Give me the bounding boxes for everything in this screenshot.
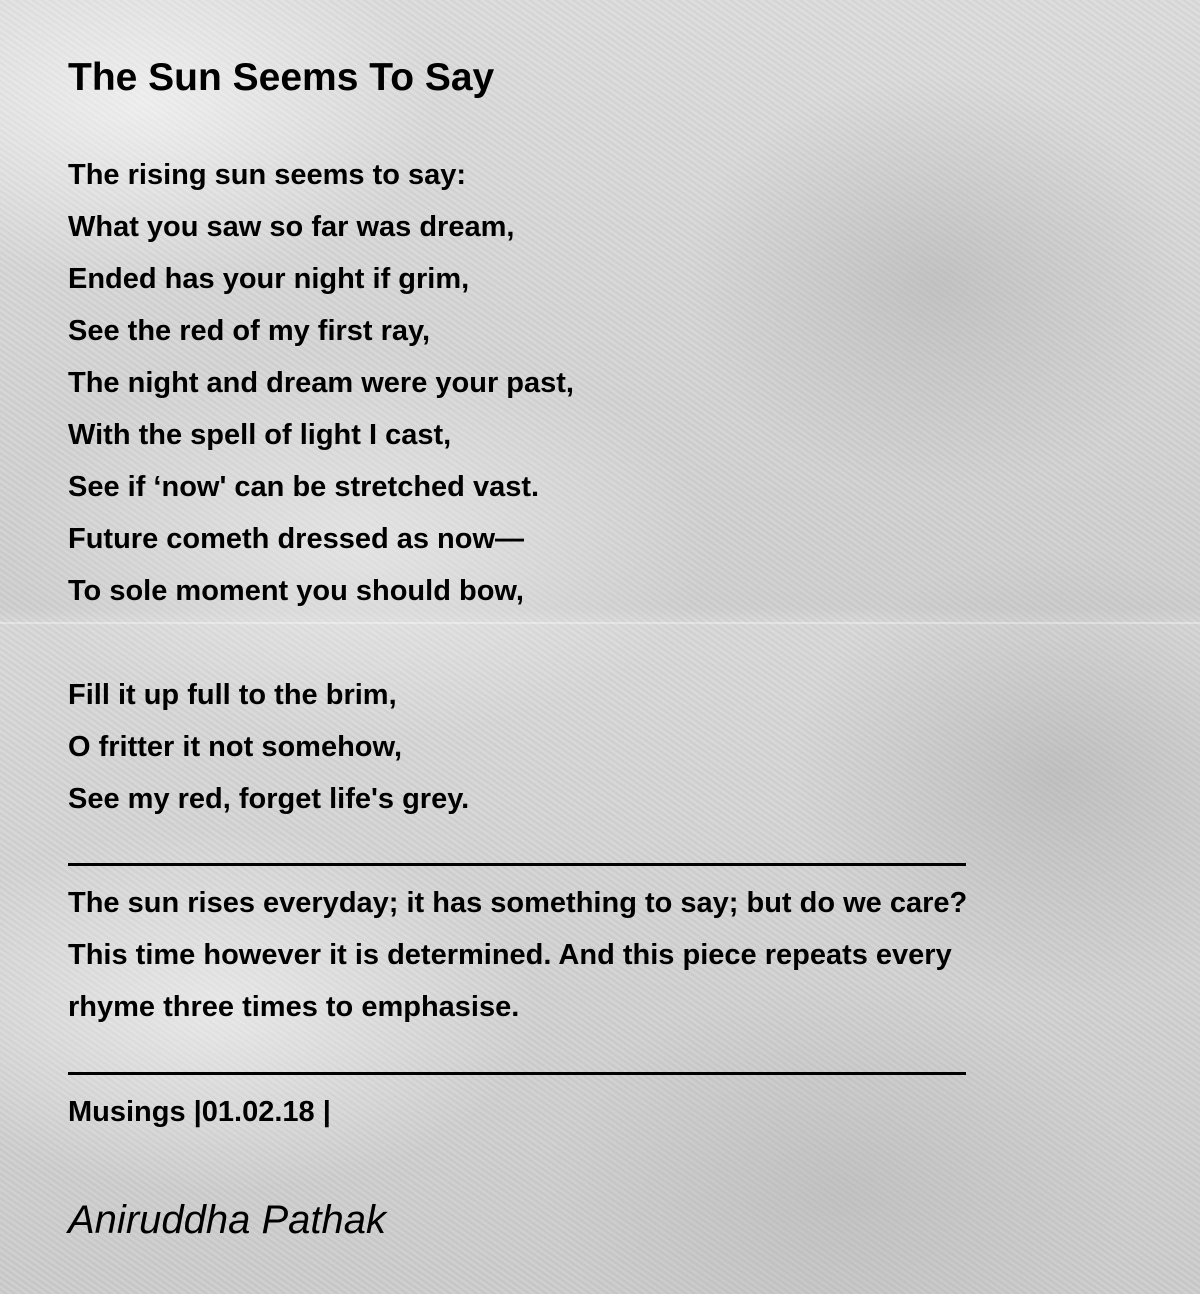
note-line: rhyme three times to emphasise.	[68, 991, 520, 1023]
poem-line: Future cometh dressed as now—	[68, 523, 525, 555]
poem-line: See if ‘now' can be stretched vast.	[68, 471, 540, 503]
poem-line: See the red of my first ray,	[68, 315, 431, 347]
background-seam	[0, 622, 1200, 624]
poem-title: The Sun Seems To Say	[68, 56, 495, 99]
poem-line: Fill it up full to the brim,	[68, 679, 397, 711]
author-name: Aniruddha Pathak	[68, 1198, 387, 1242]
stanza-2	[68, 669, 469, 825]
poem-line: Ended has your night if grim,	[68, 263, 470, 295]
poem-line: The rising sun seems to say:	[68, 159, 467, 191]
poem-line: What you saw so far was dream,	[68, 211, 515, 243]
collection-date: Musings |01.02.18 |	[68, 1096, 331, 1128]
divider-line	[68, 863, 966, 866]
poem-line: See my red, forget life's grey.	[68, 783, 470, 815]
poem-line: The night and dream were your past,	[68, 367, 574, 399]
poem-line: O fritter it not somehow,	[68, 731, 403, 763]
note-line: The sun rises everyday; it has something to say; but do we care?	[68, 887, 968, 919]
author-note	[68, 877, 967, 1033]
poem-line: With the spell of light I cast,	[68, 419, 452, 451]
poem-line: To sole moment you should bow,	[68, 575, 524, 607]
stanza-1	[68, 149, 574, 617]
divider-line	[68, 1072, 966, 1075]
note-line: This time however it is determined. And this piece repeats every	[68, 939, 952, 971]
